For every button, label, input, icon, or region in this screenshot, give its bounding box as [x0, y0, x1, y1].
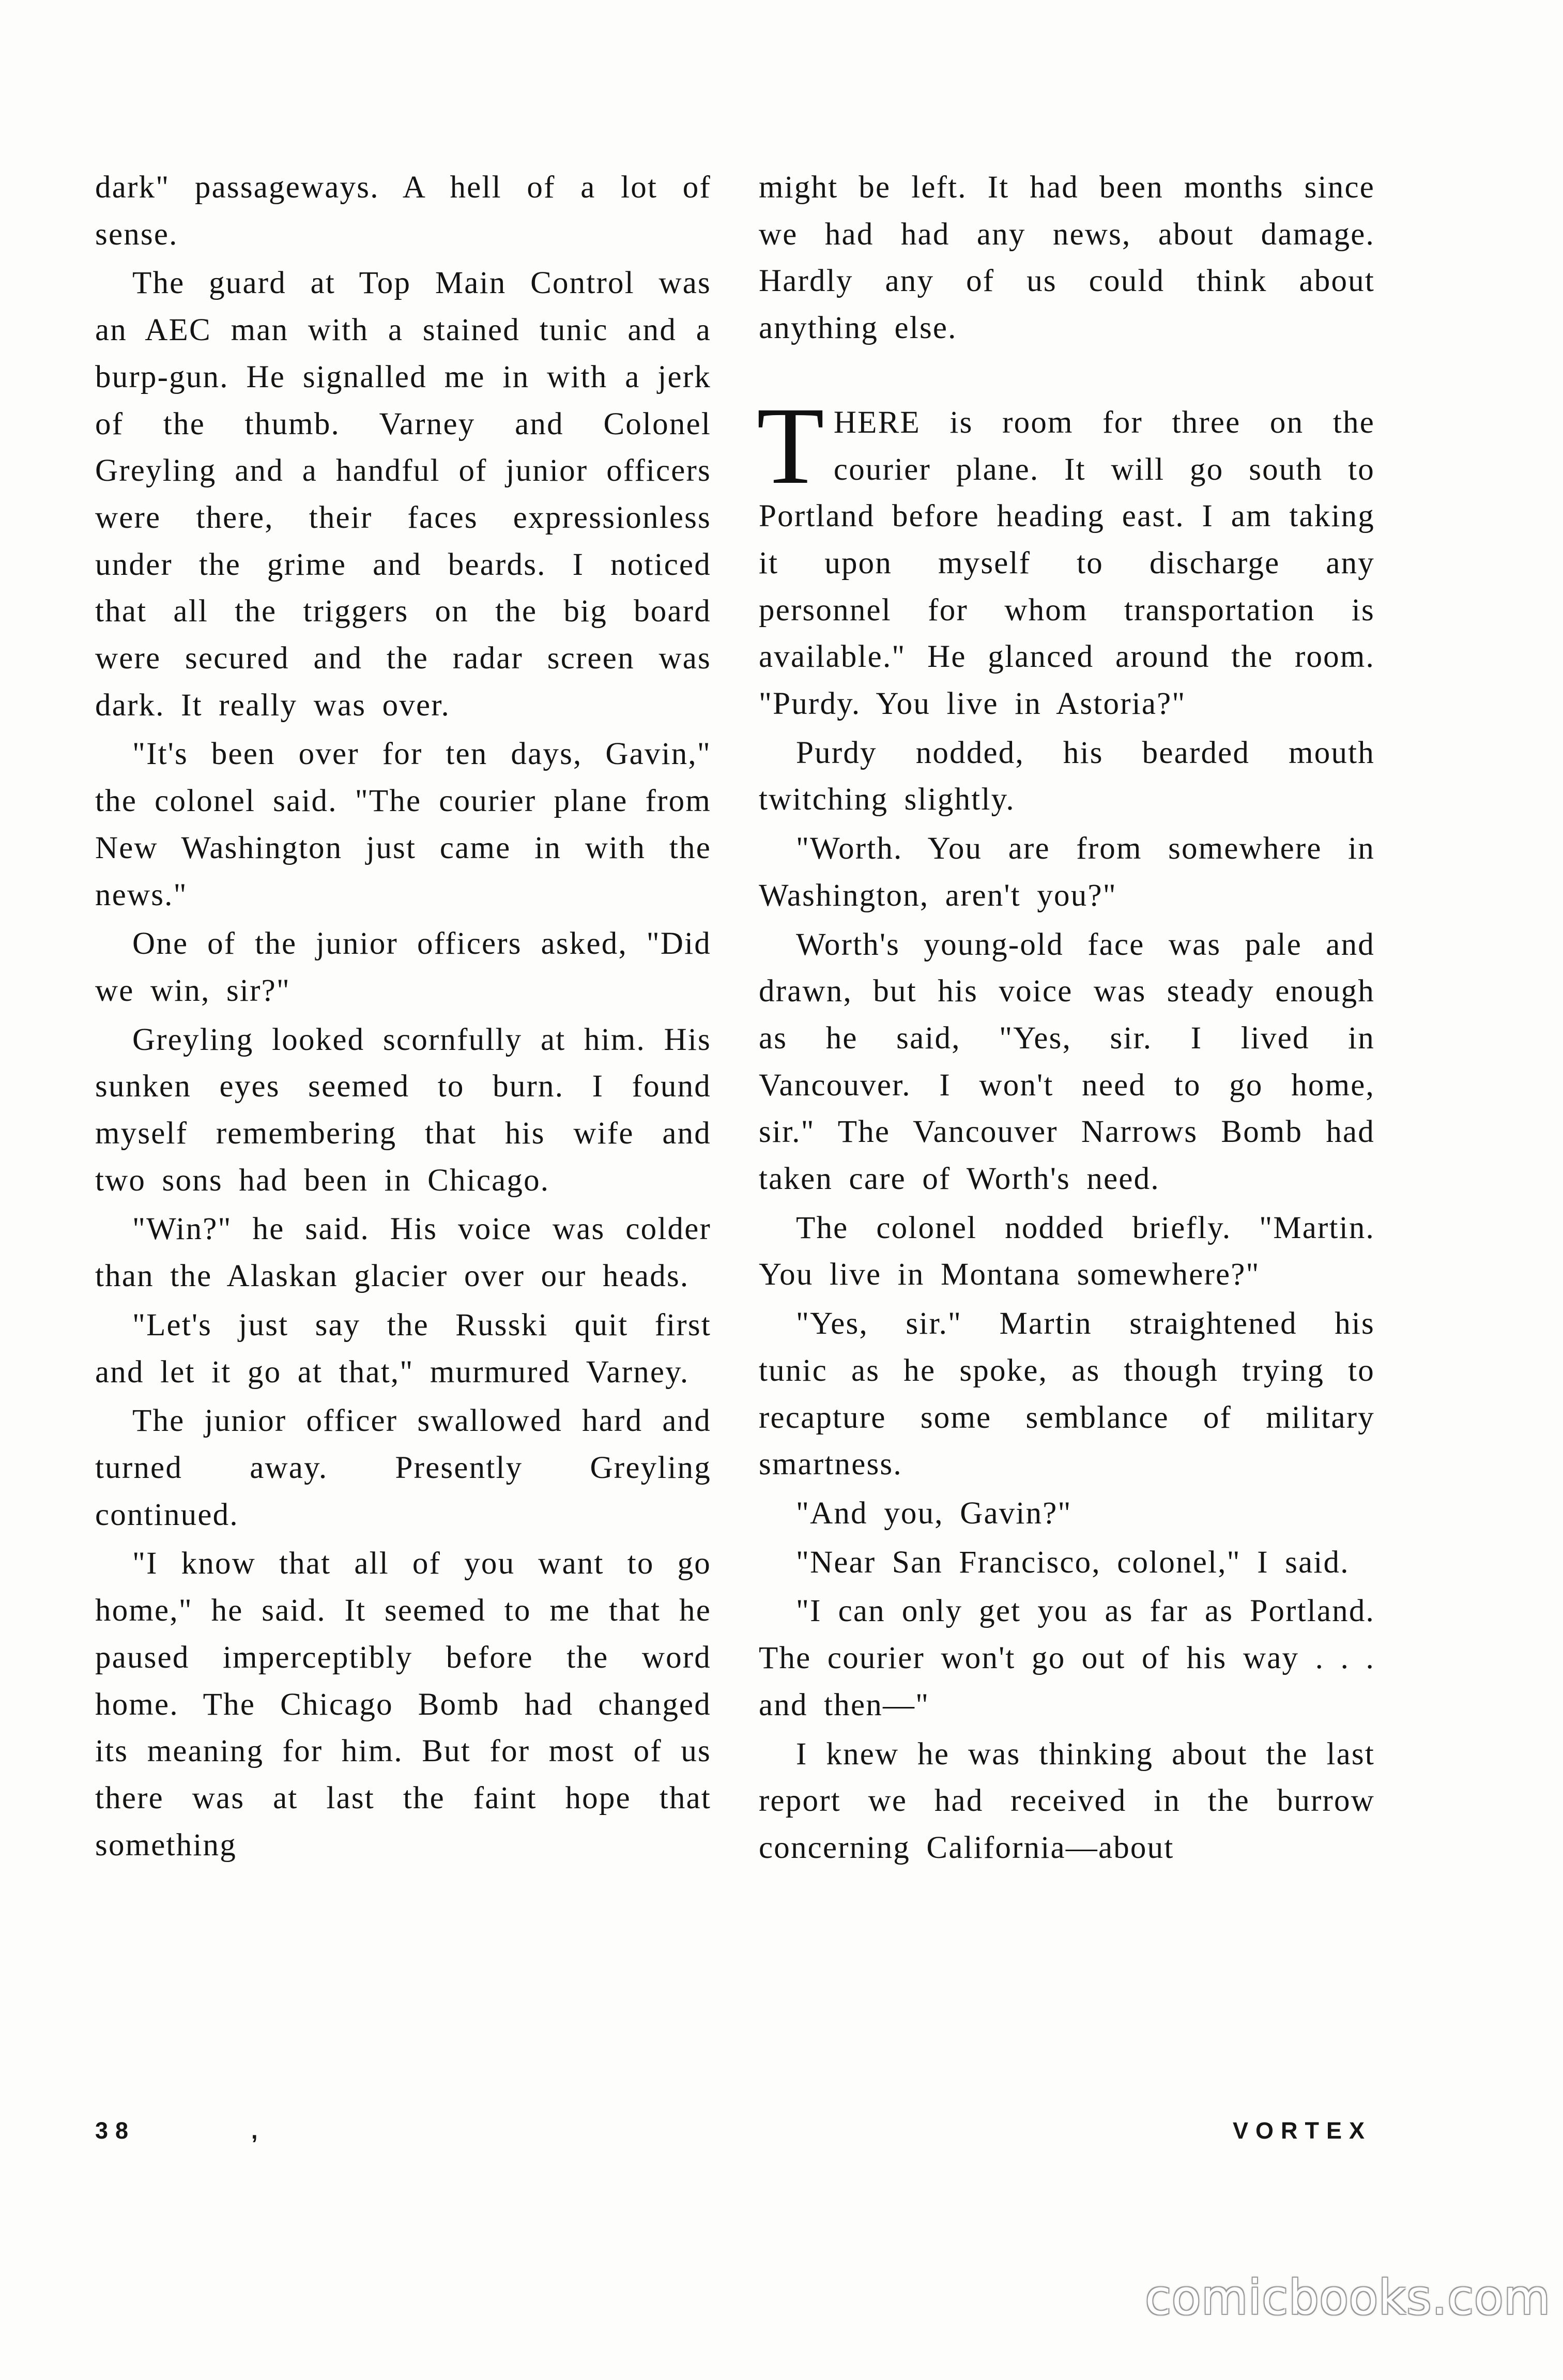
- page-number: 38: [95, 2117, 136, 2144]
- paragraph: "Win?" he said. His voice was colder than the Alaskan glacier over our heads.: [95, 1212, 711, 1294]
- paragraph: The junior officer swallowed hard and turned away. Presently Greyling continued.: [95, 1403, 711, 1532]
- paragraph: "I can only get you as far as Portland. The courier won't go out of his way . . . and then—": [759, 1594, 1375, 1722]
- paragraph: dark" passageways. A hell of a lot of sense.: [95, 170, 711, 252]
- paragraph: I knew he was thinking about the last report we had received in the burrow concerning California—about: [759, 1736, 1375, 1865]
- left-text-column: [95, 164, 711, 1869]
- paragraph: "And you, Gavin?": [796, 1496, 1072, 1531]
- paragraph: Greyling looked scornfully at him. His sunken eyes seemed to burn. I found myself remembering that his wife and two sons had been in Chicago.: [95, 1022, 711, 1198]
- paragraph: Purdy nodded, his bearded mouth twitching slightly.: [759, 735, 1375, 817]
- drop-cap-letter: T: [757, 384, 825, 507]
- paragraph: might be left. It had been months since we had had any news, about damage. Hardly any of us could think about anything else.: [759, 170, 1375, 346]
- paragraph: "Yes, sir." Martin straightened his tunic as he spoke, as though trying to recapture some semblance of military smartness.: [759, 1306, 1375, 1482]
- paragraph: "Let's just say the Russki quit first and let it go at that," murmured Varney.: [95, 1307, 711, 1390]
- paragraph: "Near San Francisco, colonel," I said.: [796, 1545, 1350, 1580]
- paragraph: Worth's young-old face was pale and drawn, but his voice was steady enough as he said, "Yes, sir. I lived in Vancouver. I won't need to go home, sir." The Vancouver Narrows Bomb had taken care of Worth's need.: [759, 927, 1375, 1197]
- paragraph: One of the junior officers asked, "Did we win, sir?": [95, 926, 711, 1008]
- paragraph-text: HERE is room for three on the courier plane. It will go south to Portland before heading east. I am taking it upon myself to discharge any personnel for whom transportation is available." He glanced around the room. "Purdy. You live in Astoria?": [759, 405, 1375, 722]
- paragraph: "It's been over for ten days, Gavin," the colonel said. "The courier plane from New Washington just came in with the news.": [95, 737, 711, 912]
- paragraph: "Worth. You are from somewhere in Washington, aren't you?": [759, 831, 1375, 913]
- paragraph: "I know that all of you want to go home," he said. It seemed to me that he paused imperceptibly before the word home. The Chicago Bomb had changed its meaning for him. But for most of us there was at last the faint hope that something: [95, 1546, 711, 1863]
- dropcap-paragraph: [757, 384, 1375, 728]
- section-break: [759, 352, 1375, 400]
- watermark: comicbooks.com: [1145, 2270, 1551, 2325]
- right-text-column: [759, 164, 1375, 1872]
- magazine-title: VORTEX: [1232, 2117, 1372, 2144]
- paragraph: The colonel nodded briefly. "Martin. You live in Montana somewhere?": [759, 1210, 1375, 1292]
- paragraph: The guard at Top Main Control was an AEC man with a stained tunic and a burp-gun. He signalled me in with a jerk of the thumb. Varney and Colonel Greyling and a handful of junior officers were there, their faces expressionless under the grime and beards. I noticed that all the triggers on the big board were secured and the radar screen was dark. It really was over.: [95, 266, 711, 723]
- footer-mark: ,: [251, 2117, 258, 2144]
